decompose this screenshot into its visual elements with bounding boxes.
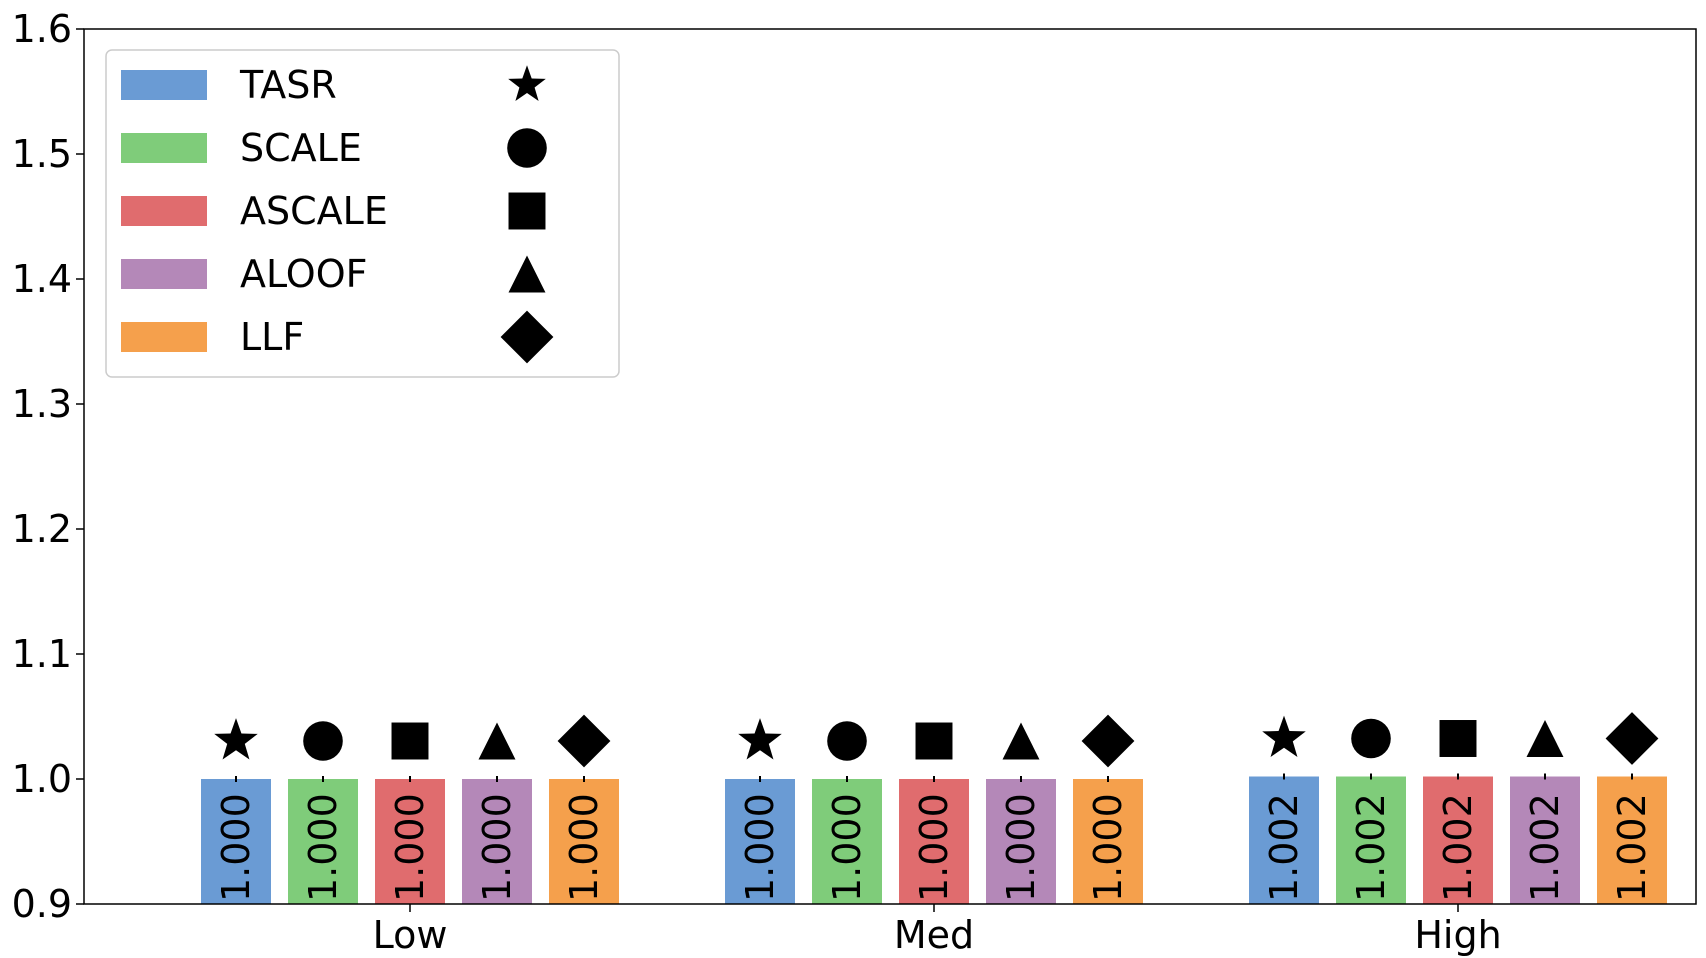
marker-diamond-icon <box>558 715 611 768</box>
bar-value-label: 1.000 <box>738 793 782 902</box>
marker-square-icon <box>392 723 429 760</box>
marker-circle-icon <box>1351 719 1391 759</box>
marker-triangle-icon <box>1527 720 1564 757</box>
markers-layer <box>214 712 1658 767</box>
y-tick-label: 1.4 <box>11 257 72 301</box>
legend-label-llf: LLF <box>240 315 305 359</box>
bars-layer <box>201 774 1667 905</box>
x-tick-label: Low <box>372 913 448 957</box>
marker-triangle-icon <box>479 723 516 760</box>
legend-label-ascale: ASCALE <box>240 189 388 233</box>
x-tick-label: High <box>1414 913 1502 957</box>
legend-patch-ascale <box>121 196 207 226</box>
bar-value-label: 1.000 <box>475 793 519 902</box>
bar-value-label: 1.000 <box>562 793 606 902</box>
bar-value-label: 1.002 <box>1262 793 1306 902</box>
bar-value-label: 1.002 <box>1523 793 1567 902</box>
y-tick-label: 0.9 <box>11 882 72 926</box>
marker-star-icon <box>738 718 782 759</box>
bar-value-label: 1.000 <box>1086 793 1130 902</box>
bar-value-label: 1.000 <box>301 793 345 902</box>
y-tick-label: 1.0 <box>11 757 72 801</box>
legend-patch-scale <box>121 133 207 163</box>
legend-patch-llf <box>121 322 207 352</box>
y-tick-label: 1.3 <box>11 382 72 426</box>
marker-circle-icon <box>827 721 867 761</box>
legend-label-aloof: ALOOF <box>240 252 368 296</box>
legend-label-scale: SCALE <box>240 126 362 170</box>
legend-patch-aloof <box>121 259 207 289</box>
x-tick-label: Med <box>893 913 975 957</box>
marker-square-icon <box>916 723 953 760</box>
legend-circle-icon <box>507 128 547 168</box>
bar-value-label: 1.000 <box>999 793 1043 902</box>
legend-patch-tasr <box>121 70 207 100</box>
bar-value-label: 1.002 <box>1610 793 1654 902</box>
marker-circle-icon <box>303 721 343 761</box>
bar-value-label: 1.002 <box>1436 793 1480 902</box>
y-tick-label: 1.6 <box>11 7 72 51</box>
bar-value-label: 1.000 <box>214 793 258 902</box>
marker-triangle-icon <box>1003 723 1040 760</box>
marker-square-icon <box>1440 720 1477 757</box>
bar-value-label: 1.000 <box>912 793 956 902</box>
marker-diamond-icon <box>1606 712 1659 765</box>
legend-square-icon <box>509 193 546 230</box>
bar-value-label: 1.000 <box>825 793 869 902</box>
y-tick-label: 1.1 <box>11 632 72 676</box>
marker-diamond-icon <box>1082 715 1135 768</box>
y-tick-label: 1.2 <box>11 507 72 551</box>
marker-star-icon <box>214 718 258 759</box>
legend <box>106 50 619 377</box>
legend-label-tasr: TASR <box>240 63 337 107</box>
bar-value-label: 1.000 <box>388 793 432 902</box>
y-tick-label: 1.5 <box>11 132 72 176</box>
bar-value-label: 1.002 <box>1349 793 1393 902</box>
marker-star-icon <box>1262 716 1306 757</box>
